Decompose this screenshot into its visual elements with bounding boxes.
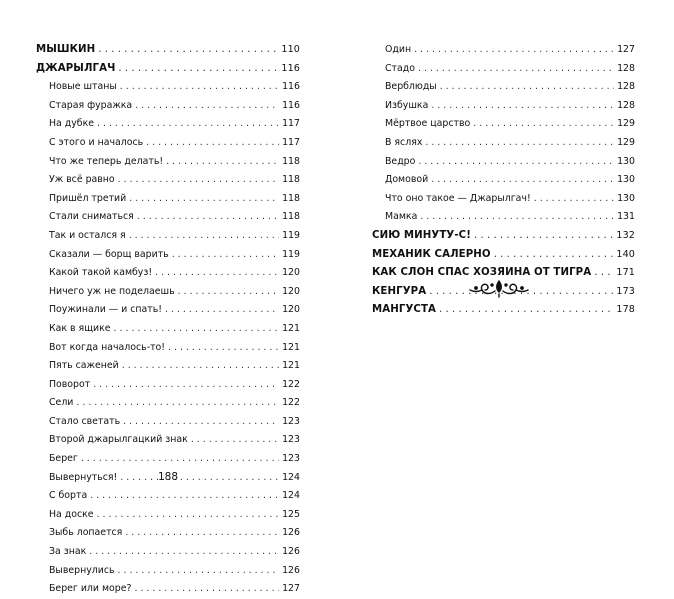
toc-entry-page: 118 [282, 192, 300, 204]
toc-section-entry [36, 450, 300, 469]
toc-entry-title: Что оно такое — Джарылгач! [385, 192, 531, 204]
toc-section-entry [36, 524, 300, 543]
toc-entry-title: Что же теперь делать! [49, 155, 164, 167]
toc-section-entry [36, 562, 300, 581]
toc-entry-title: С этого и началось [49, 136, 144, 148]
dot-leader [418, 153, 614, 172]
toc-entry-title: СИЮ МИНУТУ-С! [372, 229, 472, 241]
dot-leader [418, 60, 614, 79]
dot-leader [97, 506, 280, 525]
toc-entry-page: 132 [616, 229, 635, 241]
toc-entry-title: Вывернуться! [49, 471, 118, 483]
dot-leader [534, 190, 614, 209]
toc-entry-title: Второй джарылгацкий знак [49, 434, 188, 446]
toc-section-entry [372, 78, 635, 97]
toc-entry-page: 119 [282, 229, 300, 241]
dot-leader [122, 357, 279, 376]
toc-entry-title: Пришёл третий [49, 192, 127, 204]
toc-entry-page: 131 [617, 211, 635, 223]
toc-entry-page: 118 [282, 155, 300, 167]
dot-leader [97, 115, 279, 134]
toc-entry-page: 120 [282, 267, 300, 279]
toc-section-entry [372, 60, 635, 79]
toc-entry-page: 119 [282, 248, 300, 260]
dot-leader [178, 283, 279, 302]
toc-entry-title: МАНГУСТА [372, 304, 437, 316]
toc-chapter-entry [372, 227, 635, 246]
dot-leader [425, 134, 614, 153]
toc-entry-title: На дубке [49, 118, 95, 130]
toc-section-entry [372, 190, 635, 209]
toc-entry-page: 116 [282, 81, 300, 93]
toc-entry-page: 127 [282, 583, 300, 595]
dot-leader [191, 431, 279, 450]
dot-leader [81, 450, 279, 469]
toc-section-entry [36, 78, 300, 97]
toc-section-entry [36, 246, 300, 265]
dot-leader [594, 264, 613, 283]
toc-entry-title: Зыбь лопается [49, 527, 123, 539]
dot-leader [168, 339, 279, 358]
toc-entry-title: Новые штаны [49, 81, 117, 93]
toc-entry-page: 120 [282, 304, 300, 316]
toc-section-entry [372, 115, 635, 134]
dot-leader [114, 320, 280, 339]
toc-entry-title: На доске [49, 508, 94, 520]
dot-leader [118, 562, 280, 581]
dot-leader [135, 97, 279, 116]
dot-leader [420, 208, 614, 227]
toc-entry-title: Вывернулись [49, 564, 115, 576]
toc-entry-page: 173 [616, 285, 635, 297]
toc-entry-title: Ведро [385, 155, 416, 167]
toc-entry-title: Поворот [49, 378, 91, 390]
toc-entry-page: 125 [282, 508, 300, 520]
dot-leader [172, 246, 279, 265]
toc-entry-page: 171 [616, 267, 635, 279]
toc-entry-page: 122 [282, 397, 300, 409]
toc-entry-page: 128 [617, 99, 635, 111]
toc-section-entry [36, 153, 300, 172]
toc-chapter-entry [372, 301, 635, 320]
toc-entry-page: 121 [282, 341, 300, 353]
toc-entry-page: 117 [282, 136, 300, 148]
toc-entry-page: 127 [617, 44, 635, 55]
dot-leader [120, 78, 279, 97]
toc-entry-title: Домовой [385, 174, 429, 186]
toc-entry-page: 128 [617, 62, 635, 74]
dot-leader [93, 376, 279, 395]
toc-entry-page: 122 [282, 378, 300, 390]
toc-entry-title: Старая фуражка [49, 99, 133, 111]
toc-entry-title: МЫШКИН [36, 44, 96, 55]
toc-section-entry [36, 320, 300, 339]
toc-entry-title: КЕНГУРА [372, 285, 427, 297]
dot-leader [439, 301, 613, 320]
dot-leader [118, 171, 279, 190]
toc-entry-page: 130 [617, 155, 635, 167]
toc-entry-title: Так и остался я [49, 229, 126, 241]
toc-entry-page: 118 [282, 211, 300, 223]
dot-leader [129, 190, 279, 209]
toc-entry-title: МЕХАНИК САЛЕРНО [372, 248, 491, 260]
dot-leader [98, 41, 278, 60]
dot-leader [166, 153, 279, 172]
toc-section-entry [36, 376, 300, 395]
dot-leader [118, 60, 278, 79]
toc-section-entry [372, 41, 635, 60]
toc-section-entry [36, 339, 300, 358]
toc-entry-title: Стали сниматься [49, 211, 134, 223]
toc-entry-page: 110 [281, 44, 300, 55]
toc-section-entry [36, 357, 300, 376]
toc-entry-title: Один [385, 44, 412, 55]
toc-entry-page: 124 [282, 490, 300, 502]
toc-entry-title: Мамка [385, 211, 418, 223]
toc-section-entry [36, 506, 300, 525]
toc-entry-page: 123 [282, 434, 300, 446]
dot-leader [76, 394, 279, 413]
toc-entry-title: Сказали — борщ варить [49, 248, 169, 260]
toc-section-entry [36, 413, 300, 432]
toc-entry-title: Стадо [385, 62, 415, 74]
toc-entry-title: Верблюды [385, 81, 437, 93]
toc-entry-page: 118 [282, 174, 300, 186]
toc-entry-page: 126 [282, 564, 300, 576]
toc-section-entry [36, 487, 300, 506]
toc-section-entry [36, 208, 300, 227]
toc-chapter-entry [372, 246, 635, 265]
toc-entry-page: 140 [616, 248, 635, 260]
toc-left-column [36, 41, 300, 599]
toc-entry-page: 117 [282, 118, 300, 130]
toc-entry-title: Поужинали — и спать! [49, 304, 163, 316]
dot-leader [155, 264, 279, 283]
toc-section-entry [36, 264, 300, 283]
toc-entry-title: Какой такой камбуз! [49, 267, 153, 279]
toc-entry-title: Берег или море? [49, 583, 132, 595]
dot-leader [137, 208, 279, 227]
toc-entry-title: За знак [49, 546, 87, 558]
dot-leader [123, 413, 279, 432]
toc-entry-page: 116 [282, 99, 300, 111]
toc-entry-title: ДЖАРЫЛГАЧ [36, 62, 116, 74]
toc-entry-page: 128 [617, 81, 635, 93]
toc-section-entry [372, 171, 635, 190]
toc-section-entry [36, 134, 300, 153]
dot-leader [90, 487, 279, 506]
toc-entry-title: Мёртвое царство [385, 118, 471, 130]
toc-entry-page: 121 [282, 360, 300, 372]
toc-section-entry [36, 171, 300, 190]
toc-section-entry [36, 97, 300, 116]
dot-leader [146, 134, 279, 153]
toc-entry-title: В яслях [385, 136, 423, 148]
toc-entry-page: 124 [282, 471, 300, 483]
toc-section-entry [36, 301, 300, 320]
toc-entry-title: Уж всё равно [49, 174, 115, 186]
toc-entry-title: Избушка [385, 99, 429, 111]
toc-entry-page: 123 [282, 415, 300, 427]
toc-entry-page: 130 [617, 192, 635, 204]
dot-leader [473, 115, 614, 134]
toc-entry-title: Вот когда началось-то! [49, 341, 166, 353]
toc-entry-title: С борта [49, 490, 88, 502]
dot-leader [414, 41, 614, 60]
toc-entry-title: Как в ящике [49, 322, 111, 334]
toc-entry-title: Берег [49, 453, 78, 465]
page-number: 188 [157, 471, 179, 483]
toc-chapter-entry [36, 41, 300, 60]
toc-section-entry [36, 580, 300, 599]
toc-entry-page: 130 [617, 174, 635, 186]
dot-leader [165, 301, 279, 320]
dot-leader [129, 227, 279, 246]
fleuron-ornament-icon [468, 277, 530, 299]
dot-leader [474, 227, 613, 246]
toc-entry-page: 126 [282, 527, 300, 539]
toc-entry-title: КАК СЛОН СПАС ХОЗЯИНА ОТ ТИГРА [372, 267, 592, 279]
toc-entry-title: Сели [49, 397, 74, 409]
dot-leader [431, 97, 614, 116]
toc-entry-page: 121 [282, 322, 300, 334]
toc-chapter-entry [36, 60, 300, 79]
toc-entry-page: 129 [617, 136, 635, 148]
dot-leader [440, 78, 614, 97]
dot-leader [494, 246, 614, 265]
dot-leader [431, 171, 614, 190]
toc-section-entry [36, 227, 300, 246]
toc-section-entry [372, 153, 635, 172]
toc-section-entry [372, 208, 635, 227]
toc-entry-title: Пять саженей [49, 360, 119, 372]
toc-section-entry [36, 431, 300, 450]
toc-section-entry [372, 97, 635, 116]
dot-leader [89, 543, 279, 562]
toc-section-entry [36, 543, 300, 562]
toc-entry-page: 116 [281, 62, 300, 74]
toc-entry-page: 120 [282, 285, 300, 297]
dot-leader [135, 580, 280, 599]
toc-entry-page: 129 [617, 118, 635, 130]
toc-entry-title: Стало светать [49, 415, 121, 427]
toc-section-entry [36, 394, 300, 413]
toc-section-entry [372, 134, 635, 153]
toc-entry-title: Ничего уж не поделаешь [49, 285, 175, 297]
toc-section-entry [36, 283, 300, 302]
toc-entry-page: 123 [282, 453, 300, 465]
dot-leader [125, 524, 279, 543]
toc-section-entry [36, 115, 300, 134]
toc-entry-page: 126 [282, 546, 300, 558]
toc-entry-page: 178 [616, 304, 635, 316]
toc-section-entry [36, 190, 300, 209]
